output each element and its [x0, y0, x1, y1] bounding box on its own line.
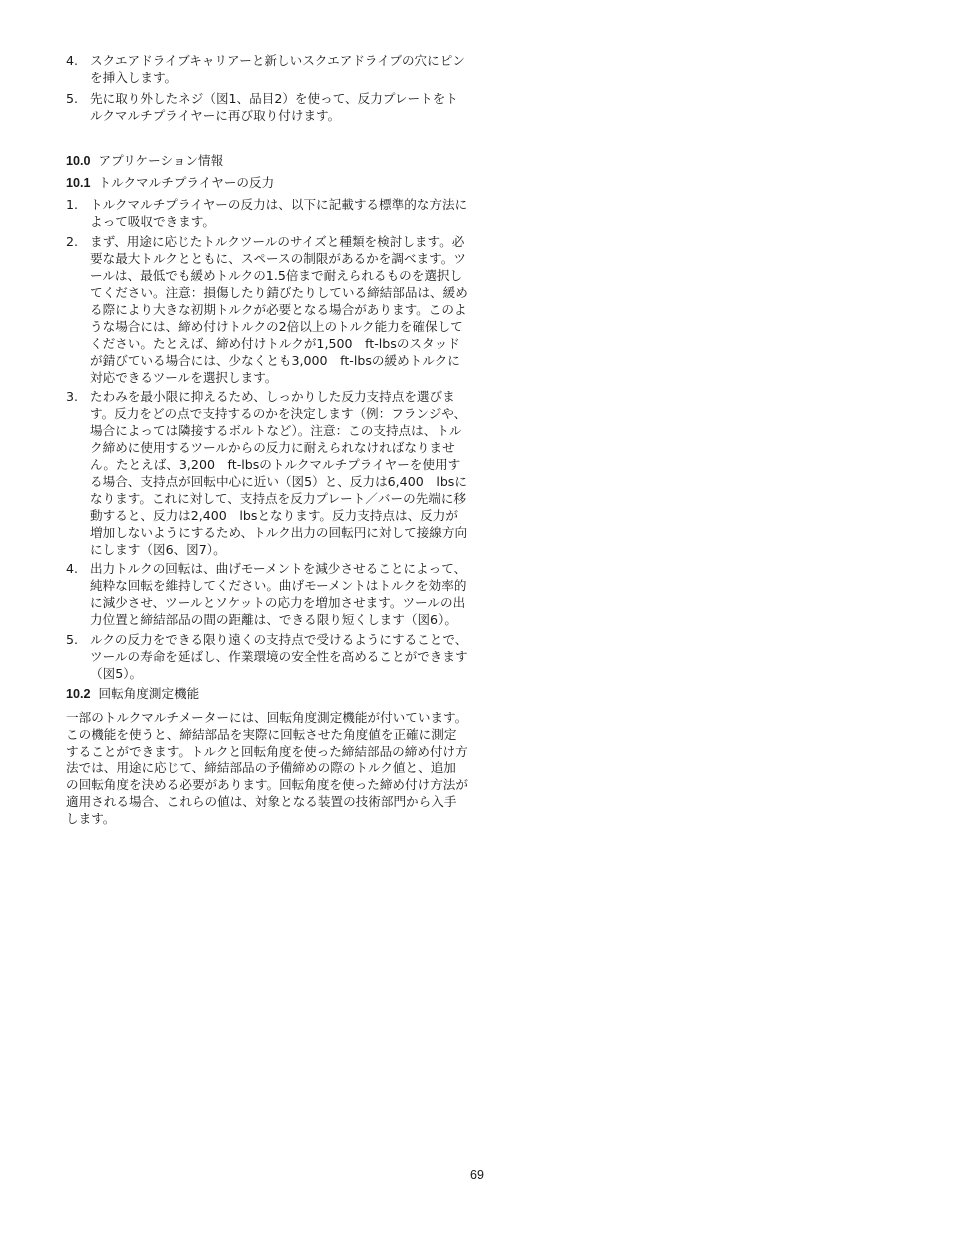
list-number: 1.: [66, 197, 79, 213]
section-10-2-paragraph: 一部のトルクマルチメーターには、回転角度測定機能が付いています。この機能を使うと、締結部品を実際に回転させた角度値を正確に測定することができます。トルクと回転角度を使った締結部品の締め付け方法では、用途に応じて、締結部品の予備締めの際のトルク値と、追加の回転角度を決める必要があります。回転角度を使った締め付け方法が適用される場合、これらの値は、対象となる装置の技術部門から入手します。: [66, 709, 468, 827]
section-number: 10.1: [66, 175, 91, 190]
list-item: [66, 197, 468, 231]
list-item: [66, 561, 468, 629]
section-title: トルクマルチプライヤーの反力: [98, 174, 275, 190]
list-text: たわみを最小限に抑えるため、しっかりした反力支持点を選びます。反力をどの点で支持するのかを決定します（例：フランジや、場合によっては隣接するボルトなど）。注意：この支持点は、トルク締めに使用するツールからの反力に耐えられなければなりません。たとえば、3,200 ft-lbsのトルクマルチプライヤーを使用する場合、支持点が回転中心に近い（図5）と、反力は6,400 lbsになります。これに対して、支持点を反力プレート／バーの先端に移動すると、反力は2,400 lbsとなります。反力支持点は、反力が増加しないようにするため、トルク出力の回転円に対して接線方向にします（図6、図7）。: [90, 389, 468, 557]
section-title: 回転角度測定機能: [98, 685, 200, 701]
section-number: 10.2: [66, 686, 91, 701]
list-number: 4.: [66, 53, 79, 68]
list-number: 5.: [66, 632, 79, 648]
list-item: [66, 53, 468, 87]
list-text: まず、用途に応じたトルクツールのサイズと種類を検討します。必要な最大トルクとともに、スペースの制限があるかを調べます。ツールは、最低でも緩めトルクの1.5倍まで耐えられるものを選択してください。注意：損傷したり錆びたりしている締結部品は、緩める際により大きな初期トルクが必要となる場合があります。このような場合には、締め付けトルクの2倍以上のトルク能力を確保してください。たとえば、締め付けトルクが1,500 ft-lbsのスタッドが錆びている場合には、少なくとも3,000 ft-lbsの緩めトルクに対応できるツールを選択します。: [90, 234, 468, 385]
list-text: トルクマルチプライヤーの反力は、以下に記載する標準的な方法によって吸収できます。: [90, 197, 468, 230]
section-heading-10-0: [66, 153, 468, 170]
list-item: [66, 389, 468, 558]
list-number: 4.: [66, 561, 79, 577]
text-column: [66, 53, 468, 828]
list-item: [66, 632, 468, 683]
list-number: 5.: [66, 90, 79, 106]
page-number: 69: [470, 1168, 484, 1182]
section-title: アプリケーション情報: [98, 152, 224, 168]
list-number: 3.: [66, 389, 79, 405]
list-number: 2.: [66, 234, 79, 250]
list-text: ルクの反力をできる限り遠くの支持点で受けるようにすることで、ツールの寿命を延ばし、作業環境の安全性を高めることができます（図5）。: [90, 632, 468, 681]
section-number: 10.0: [66, 153, 91, 168]
list-text: 出力トルクの回転は、曲げモーメントを減少させることによって、純粋な回転を維持してください。曲げモーメントはトルクを効率的に減少させ、ツールとソケットの応力を増加させます。ツールの出力位置と締結部品の間の距離は、できる限り短くします（図6）。: [90, 561, 467, 628]
list-text: 先に取り外したネジ（図1、品目2）を使って、反力プレートをトルクマルチプライヤーに再び取り付けます。: [90, 90, 458, 123]
list-item: [66, 91, 468, 125]
section-heading-10-2: [66, 686, 468, 703]
list-item: [66, 234, 468, 386]
list-text: スクエアドライブキャリアーと新しいスクエアドライブの穴にピンを挿入します。: [90, 53, 465, 85]
section-heading-10-1: [66, 175, 468, 192]
